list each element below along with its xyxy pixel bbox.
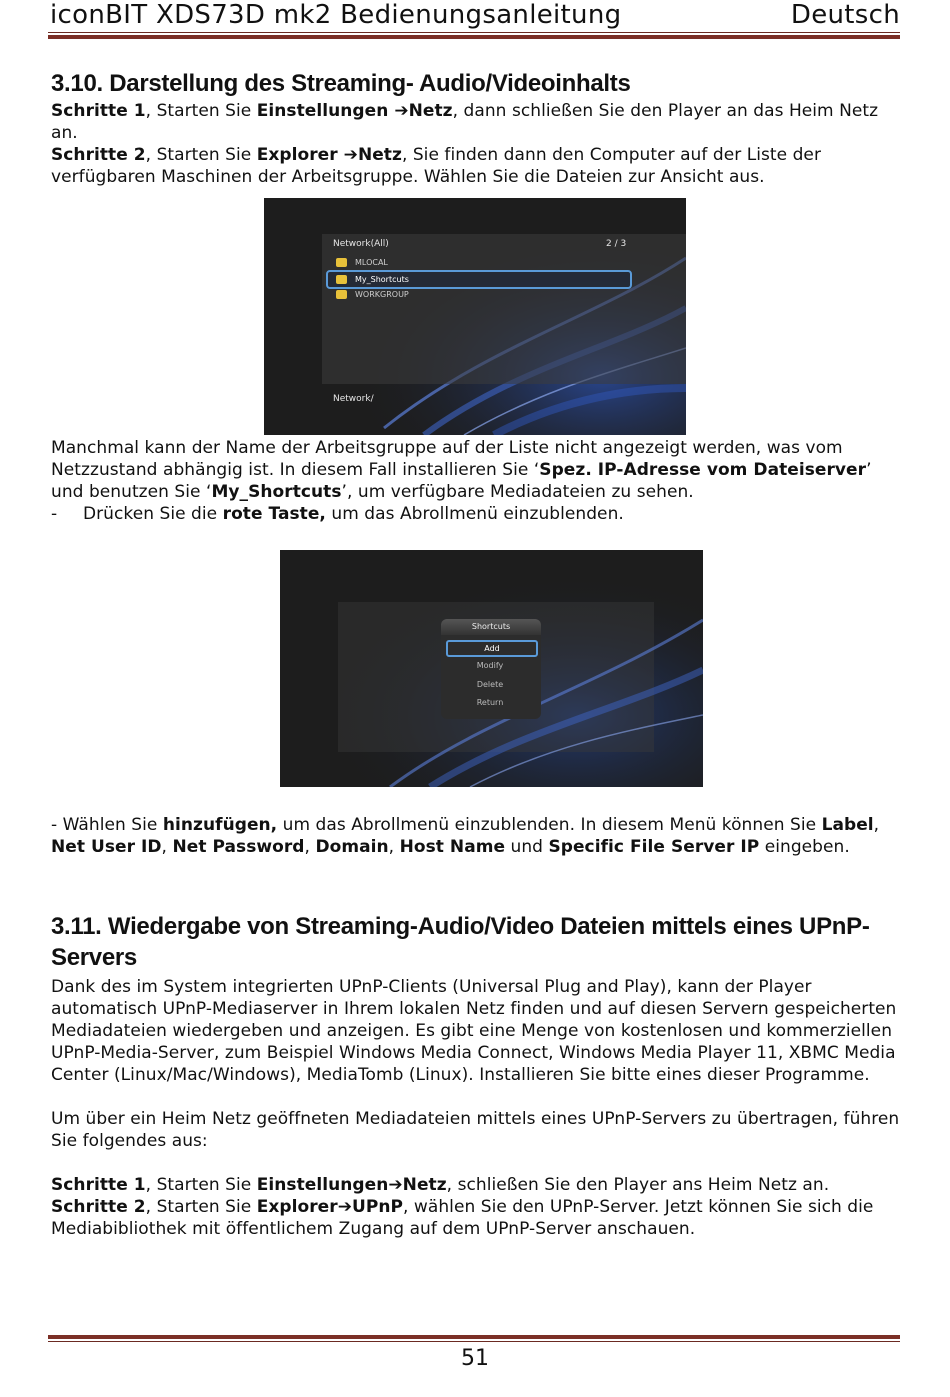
menu-title: Shortcuts [441, 619, 541, 635]
step-2-paragraph: Schritte 2, Starten Sie Explorer➔UPnP, wählen Sie den UPnP-Server. Jetzt können Sie sich die Mediabibliothek mit öffentlichem Zugang auf dem UPnP-Server anschauen. [51, 1197, 874, 1239]
section-3-10 [51, 68, 903, 188]
add-menu-note [51, 814, 903, 858]
list-item[interactable]: My_Shortcuts [326, 270, 632, 289]
document-title: iconBIT XDS73D mk2 Bedienungsanleitung [50, 0, 622, 30]
folder-icon [336, 290, 347, 299]
page-header [50, 0, 900, 32]
header-divider [48, 32, 900, 39]
footer-divider [48, 1335, 900, 1342]
step-1-paragraph: Schritte 1, Starten Sie Einstellungen➔Netz, schließen Sie den Player ans Heim Netz an. [51, 1175, 830, 1195]
upnp-instructions-paragraph: Um über ein Heim Netz geöffneten Mediadateien mittels eines UPnP-Servers zu übertragen, führen Sie folgendes aus: [51, 1109, 900, 1151]
arrow-icon: ➔ [394, 101, 409, 121]
browser-page-indicator: 2 / 3 [606, 239, 627, 249]
network-browser-screenshot [264, 198, 686, 435]
section-heading: 3.10. Darstellung des Streaming- Audio/Videoinhalts [51, 70, 631, 97]
arrow-icon: ➔ [337, 1197, 352, 1217]
browser-title: Network(All) [333, 239, 389, 249]
folder-icon [336, 258, 347, 267]
menu-item-return[interactable]: Return [476, 698, 504, 707]
language-label: Deutsch [790, 0, 900, 30]
list-item[interactable]: MLOCAL [328, 255, 630, 270]
step-1-paragraph: Schritte 1, Starten Sie Einstellungen ➔Netz, dann schließen Sie den Player an das Heim Netz an. [51, 101, 879, 143]
bullet-red-key: - Drücken Sie die rote Taste, um das Abrollmenü einzublenden. [51, 504, 624, 524]
folder-icon [336, 275, 347, 284]
section-3-10-notes [51, 437, 903, 525]
arrow-icon: ➔ [343, 145, 358, 165]
menu-item-modify[interactable]: Modify [476, 661, 504, 670]
shortcuts-popup-menu [441, 619, 541, 719]
workgroup-note: Manchmal kann der Name der Arbeitsgruppe auf der Liste nicht angezeigt werden, was vom Netzzustand abhängig ist. In diesem Fall installieren Sie ‘Spez. IP-Adresse vom Dateiserver’ und benutzen Sie ‘My_Shortcuts’, um verfügbare Mediadateien zu sehen. [51, 438, 872, 502]
arrow-icon: ➔ [388, 1175, 403, 1195]
page-number: 51 [461, 1346, 489, 1371]
upnp-intro-paragraph: Dank des im System integrierten UPnP-Clients (Universal Plug and Play), kann der Player automatisch UPnP-Mediaserver in Ihrem lokalen Netz finden und auf diesen Servern gespeicherten Mediadateien wiedergeben und anzeigen. Es gibt eine Menge von kostenlosen und kommerziellen UPnP-Media-Server, zum Beispiel Windows Media Connect, Windows Media Player 11, XBMC Media Center (Linux/Mac/Windows), MediaTomb (Linux). Installieren Sie bitte eines dieser Programme. [51, 977, 897, 1085]
menu-item-add[interactable]: Add [446, 640, 538, 657]
list-item[interactable]: WORKGROUP [328, 287, 630, 302]
add-menu-paragraph: - Wählen Sie hinzufügen, um das Abrollmenü einzublenden. In diesem Menü können Sie Label, Net User ID, Net Password, Domain, Host Name und Specific File Server IP eingeben. [51, 815, 880, 857]
shortcuts-menu-screenshot [280, 550, 703, 787]
browser-path: Network/ [333, 394, 374, 404]
section-heading: 3.11. Wiedergabe von Streaming-Audio/Video Dateien mittels eines UPnP-Servers [51, 913, 870, 971]
step-2-paragraph: Schritte 2, Starten Sie Explorer ➔Netz, Sie finden dann den Computer auf der Liste der verfügbaren Maschinen der Arbeitsgruppe. Wählen Sie die Dateien zur Ansicht aus. [51, 145, 821, 187]
menu-item-delete[interactable]: Delete [476, 680, 504, 689]
section-3-11 [51, 911, 903, 1240]
